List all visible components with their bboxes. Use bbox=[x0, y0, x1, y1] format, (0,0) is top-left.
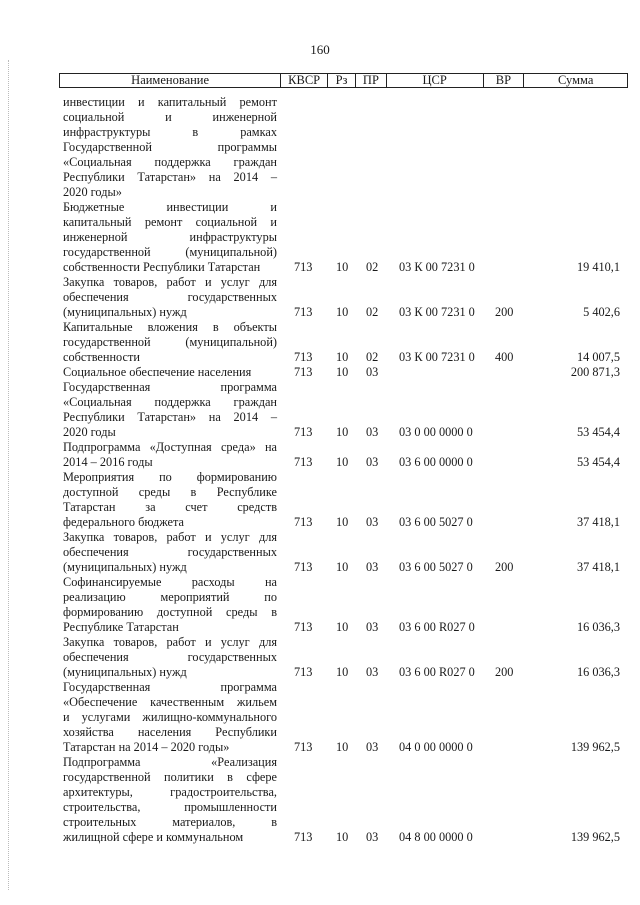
row-name bbox=[63, 320, 277, 365]
page-number: 160 bbox=[310, 42, 330, 57]
cell-kvsr: 713 bbox=[294, 455, 313, 469]
header-kvsr: КВСР bbox=[281, 74, 328, 87]
row-name-line: собственности bbox=[63, 350, 140, 364]
row-name-line: Государственной программы bbox=[63, 140, 277, 154]
cell-csr: 03 6 00 0000 0 bbox=[399, 455, 473, 469]
cell-rz: 10 bbox=[336, 350, 349, 364]
row-name-line: (муниципальных) нужд bbox=[63, 665, 187, 679]
page-margin-line bbox=[8, 60, 9, 890]
table-header bbox=[59, 73, 628, 88]
cell-csr: 03 К 00 7231 0 bbox=[399, 305, 475, 319]
cell-sum: 16 036,3 bbox=[576, 665, 620, 679]
cell-csr: 04 8 00 0000 0 bbox=[399, 830, 473, 844]
header-csr: ЦСР bbox=[387, 74, 484, 87]
row-name bbox=[63, 470, 277, 530]
cell-vr: 200 bbox=[495, 560, 514, 574]
row-name-line: доступной среды в Республике bbox=[63, 485, 277, 499]
cell-kvsr: 713 bbox=[294, 620, 313, 634]
cell-csr: 04 0 00 0000 0 bbox=[399, 740, 473, 754]
cell-sum: 139 962,5 bbox=[570, 830, 620, 844]
row-name bbox=[63, 95, 277, 200]
header-name: Наименование bbox=[60, 74, 281, 87]
cell-rz: 10 bbox=[336, 260, 349, 274]
cell-rz: 10 bbox=[336, 515, 349, 529]
cell-sum: 19 410,1 bbox=[576, 260, 620, 274]
row-name-line: «Социальная поддержка граждан bbox=[63, 395, 277, 409]
row-name bbox=[63, 680, 277, 755]
row-name bbox=[63, 365, 277, 380]
row-name-line: федерального бюджета bbox=[63, 515, 184, 529]
cell-sum: 14 007,5 bbox=[576, 350, 620, 364]
cell-kvsr: 713 bbox=[294, 515, 313, 529]
cell-sum: 5 402,6 bbox=[583, 305, 620, 319]
cell-kvsr: 713 bbox=[294, 260, 313, 274]
cell-kvsr: 713 bbox=[294, 665, 313, 679]
cell-csr: 03 6 00 5027 0 bbox=[399, 560, 473, 574]
cell-rz: 10 bbox=[336, 665, 349, 679]
cell-vr: 200 bbox=[495, 305, 514, 319]
cell-sum: 16 036,3 bbox=[576, 620, 620, 634]
row-name-line: собственности Республики Татарстан bbox=[63, 260, 261, 274]
row-name bbox=[63, 275, 277, 320]
row-name-line: Государственная программа bbox=[63, 680, 277, 694]
cell-kvsr: 713 bbox=[294, 350, 313, 364]
row-name-line: формированию доступной среды в bbox=[63, 605, 277, 619]
row-name-line: государственной (муниципальной) bbox=[63, 245, 277, 259]
cell-rz: 10 bbox=[336, 305, 349, 319]
header-pr: ПР bbox=[356, 74, 387, 87]
row-name-line: капитальный ремонт социальной и bbox=[63, 215, 277, 229]
cell-kvsr: 713 bbox=[294, 305, 313, 319]
cell-pr: 03 bbox=[366, 620, 379, 634]
cell-kvsr: 713 bbox=[294, 365, 313, 379]
cell-vr: 200 bbox=[495, 665, 514, 679]
row-name-line: Капитальные вложения в объекты bbox=[63, 320, 277, 334]
cell-csr: 03 К 00 7231 0 bbox=[399, 350, 475, 364]
cell-rz: 10 bbox=[336, 425, 349, 439]
row-name bbox=[63, 575, 277, 635]
row-name-line: 2020 годы» bbox=[63, 185, 122, 199]
row-name-line: Мероприятия по формированию bbox=[63, 470, 277, 484]
row-name-line: строительства, промышленности bbox=[63, 800, 277, 814]
row-name-line: хозяйства населения Республики bbox=[63, 725, 277, 739]
cell-kvsr: 713 bbox=[294, 740, 313, 754]
cell-kvsr: 713 bbox=[294, 425, 313, 439]
row-name-line: Социальное обеспечение населения bbox=[63, 365, 252, 379]
row-name-line: государственной политики в сфере bbox=[63, 770, 277, 784]
header-sum: Сумма bbox=[557, 73, 594, 87]
row-name-line: реализацию мероприятий по bbox=[63, 590, 277, 604]
cell-pr: 03 bbox=[366, 455, 379, 469]
cell-rz: 10 bbox=[336, 560, 349, 574]
cell-pr: 02 bbox=[366, 305, 379, 319]
row-name-line: 2014 – 2016 годы bbox=[63, 455, 153, 469]
row-name-line: (муниципальных) нужд bbox=[63, 305, 187, 319]
cell-csr: 03 6 00 R027 0 bbox=[399, 620, 475, 634]
cell-vr: 400 bbox=[495, 350, 514, 364]
cell-pr: 03 bbox=[366, 830, 379, 844]
cell-rz: 10 bbox=[336, 740, 349, 754]
row-name-line: Республики Татарстан» на 2014 – bbox=[63, 170, 277, 184]
row-name-line: (муниципальных) нужд bbox=[63, 560, 187, 574]
row-name bbox=[63, 635, 277, 680]
cell-kvsr: 713 bbox=[294, 560, 313, 574]
cell-rz: 10 bbox=[336, 455, 349, 469]
cell-pr: 03 bbox=[366, 515, 379, 529]
row-name bbox=[63, 530, 277, 575]
cell-pr: 02 bbox=[366, 350, 379, 364]
row-name-line: государственной (муниципальной) bbox=[63, 335, 277, 349]
row-name-line: Республики Татарстан» на 2014 – bbox=[63, 410, 277, 424]
row-name-line: Подпрограмма «Доступная среда» на bbox=[63, 440, 277, 454]
row-name-line: 2020 годы bbox=[63, 425, 116, 439]
row-name bbox=[63, 440, 277, 470]
row-name-line: Татарстан на 2014 – 2020 годы» bbox=[63, 740, 230, 754]
row-name bbox=[63, 200, 277, 275]
cell-sum: 53 454,4 bbox=[576, 425, 620, 439]
cell-pr: 03 bbox=[366, 665, 379, 679]
row-name bbox=[63, 755, 277, 845]
row-name-line: жилищной сфере и коммунальном bbox=[63, 830, 244, 844]
row-name-line: Софинансируемые расходы на bbox=[63, 575, 277, 589]
cell-csr: 03 0 00 0000 0 bbox=[399, 425, 473, 439]
cell-sum: 139 962,5 bbox=[570, 740, 620, 754]
cell-rz: 10 bbox=[336, 620, 349, 634]
cell-sum: 200 871,3 bbox=[570, 365, 620, 379]
row-name-line: Государственная программа bbox=[63, 380, 277, 394]
cell-pr: 03 bbox=[366, 740, 379, 754]
cell-rz: 10 bbox=[336, 365, 349, 379]
row-name-line: строительных материалов, в bbox=[63, 815, 277, 829]
row-name-line: Подпрограмма «Реализация bbox=[63, 755, 277, 769]
row-name-line: обеспечения государственных bbox=[63, 545, 277, 559]
cell-csr: 03 К 00 7231 0 bbox=[399, 260, 475, 274]
cell-sum: 37 418,1 bbox=[576, 560, 620, 574]
cell-pr: 03 bbox=[366, 425, 379, 439]
row-name-line: обеспечения государственных bbox=[63, 650, 277, 664]
row-name-line: Бюджетные инвестиции и bbox=[63, 200, 277, 214]
row-name-line: «Обеспечение качественным жильем bbox=[63, 695, 277, 709]
cell-pr: 02 bbox=[366, 260, 379, 274]
cell-pr: 03 bbox=[366, 560, 379, 574]
cell-csr: 03 6 00 5027 0 bbox=[399, 515, 473, 529]
cell-pr: 03 bbox=[366, 365, 379, 379]
cell-sum: 53 454,4 bbox=[576, 455, 620, 469]
row-name-line: обеспечения государственных bbox=[63, 290, 277, 304]
row-name bbox=[63, 380, 277, 440]
cell-csr: 03 6 00 R027 0 bbox=[399, 665, 475, 679]
row-name-line: архитектуры, градостроительства, bbox=[63, 785, 277, 799]
cell-rz: 10 bbox=[336, 830, 349, 844]
row-name-line: Закупка товаров, работ и услуг для bbox=[63, 635, 277, 649]
row-name-line: Татарстан за счет средств bbox=[63, 500, 277, 514]
row-name-line: Республике Татарстан bbox=[63, 620, 179, 634]
cell-kvsr: 713 bbox=[294, 830, 313, 844]
row-name-line: Закупка товаров, работ и услуг для bbox=[63, 530, 277, 544]
row-name-line: Закупка товаров, работ и услуг для bbox=[63, 275, 277, 289]
row-name-line: инвестиции и капитальный ремонт bbox=[63, 95, 277, 109]
row-name-line: инженерной инфраструктуры bbox=[63, 230, 277, 244]
row-name-line: и услугами жилищно-коммунального bbox=[63, 710, 277, 724]
header-vr: ВР bbox=[484, 74, 525, 87]
header-rz: Рз bbox=[328, 74, 356, 87]
row-name-line: инфраструктуры в рамках bbox=[63, 125, 277, 139]
row-name-line: социальной и инженерной bbox=[63, 110, 277, 124]
row-name-line: «Социальная поддержка граждан bbox=[63, 155, 277, 169]
cell-sum: 37 418,1 bbox=[576, 515, 620, 529]
